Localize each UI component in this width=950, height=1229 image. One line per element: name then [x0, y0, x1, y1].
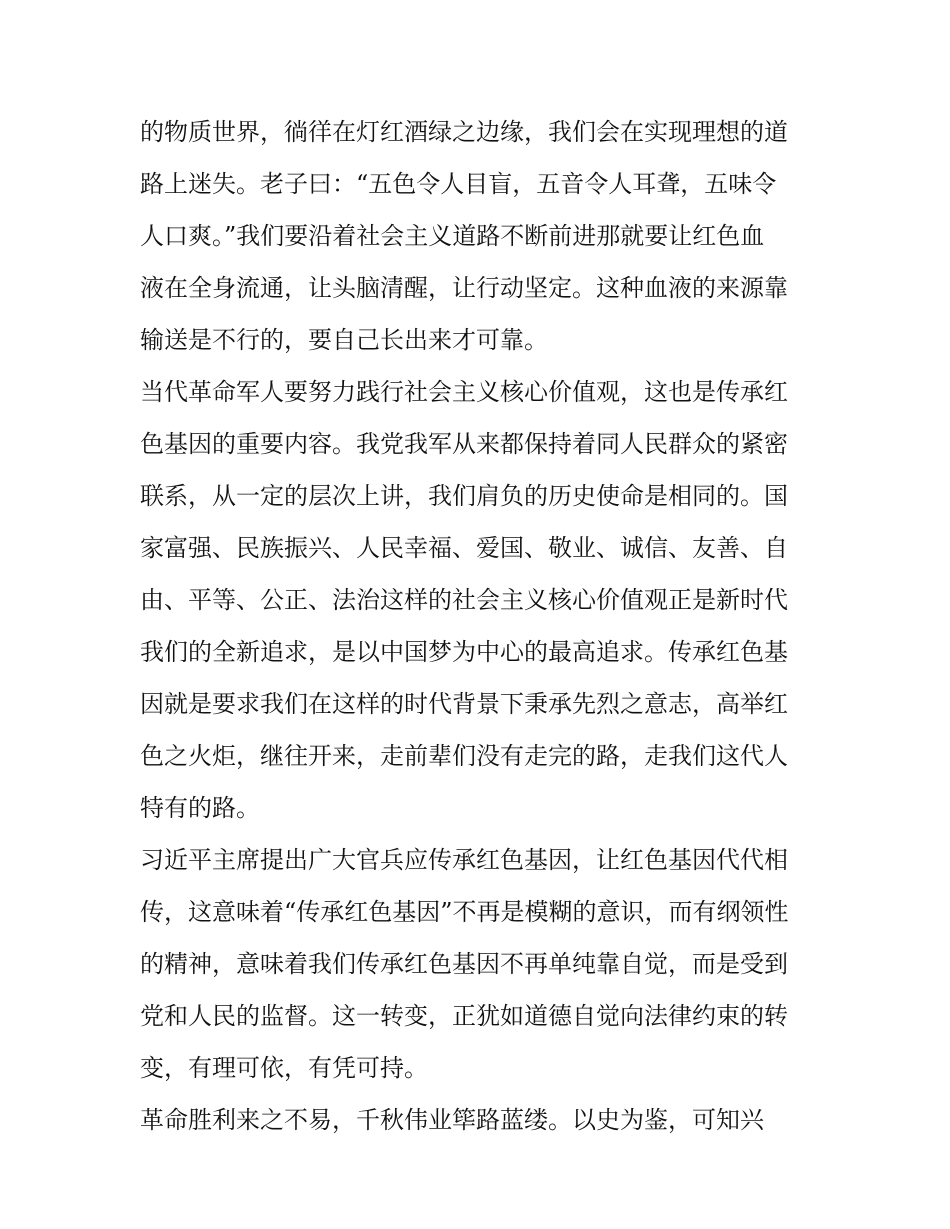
text-line: 习近平主席提出广大官兵应传承红色基因，让红色基因代代相	[140, 846, 788, 874]
text-line: 我们的全新追求，是以中国梦为中心的最高追求。传承红色基	[140, 638, 788, 666]
text-line: 因就是要求我们在这样的时代背景下秉承先烈之意志，高举红	[140, 690, 788, 718]
text-line: 输送是不行的，要自己长出来才可靠。	[140, 326, 548, 354]
text-line: 人口爽。”我们要沿着社会主义道路不断前进那就要让红色血	[140, 222, 765, 250]
text-line: 联系，从一定的层次上讲，我们肩负的历史使命是相同的。国	[140, 482, 788, 510]
text-line: 家富强、民族振兴、人民幸福、爱国、敬业、诚信、友善、自	[140, 534, 788, 562]
text-line: 由、平等、公正、法治这样的社会主义核心价值观正是新时代	[140, 586, 788, 614]
text-line: 革命胜利来之不易，千秋伟业筚路蓝缕。以史为鉴，可知兴	[140, 1106, 764, 1134]
text-line: 色之火炬，继往开来，走前辈们没有走完的路，走我们这代人	[140, 742, 788, 770]
text-line: 液在全身流通，让头脑清醒，让行动坚定。这种血液的来源靠	[140, 274, 788, 302]
text-line: 色基因的重要内容。我党我军从来都保持着同人民群众的紧密	[140, 430, 788, 458]
text-line: 当代革命军人要努力践行社会主义核心价值观，这也是传承红	[140, 378, 788, 406]
text-line: 的物质世界，徜徉在灯红酒绿之边缘，我们会在实现理想的道	[140, 118, 788, 146]
document-body	[140, 106, 812, 1146]
text-line: 传，这意味着“传承红色基因”不再是模糊的意识，而有纲领性	[140, 898, 789, 926]
text-line: 路上迷失。老子曰：“五色令人目盲，五音令人耳聋，五味令	[140, 170, 777, 198]
text-line: 党和人民的监督。这一转变，正犹如道德自觉向法律约束的转	[140, 1002, 788, 1030]
text-line: 特有的路。	[140, 794, 260, 822]
text-line: 变，有理可依，有凭可持。	[140, 1054, 428, 1082]
text-line: 的精神，意味着我们传承红色基因不再单纯靠自觉，而是受到	[140, 950, 788, 978]
